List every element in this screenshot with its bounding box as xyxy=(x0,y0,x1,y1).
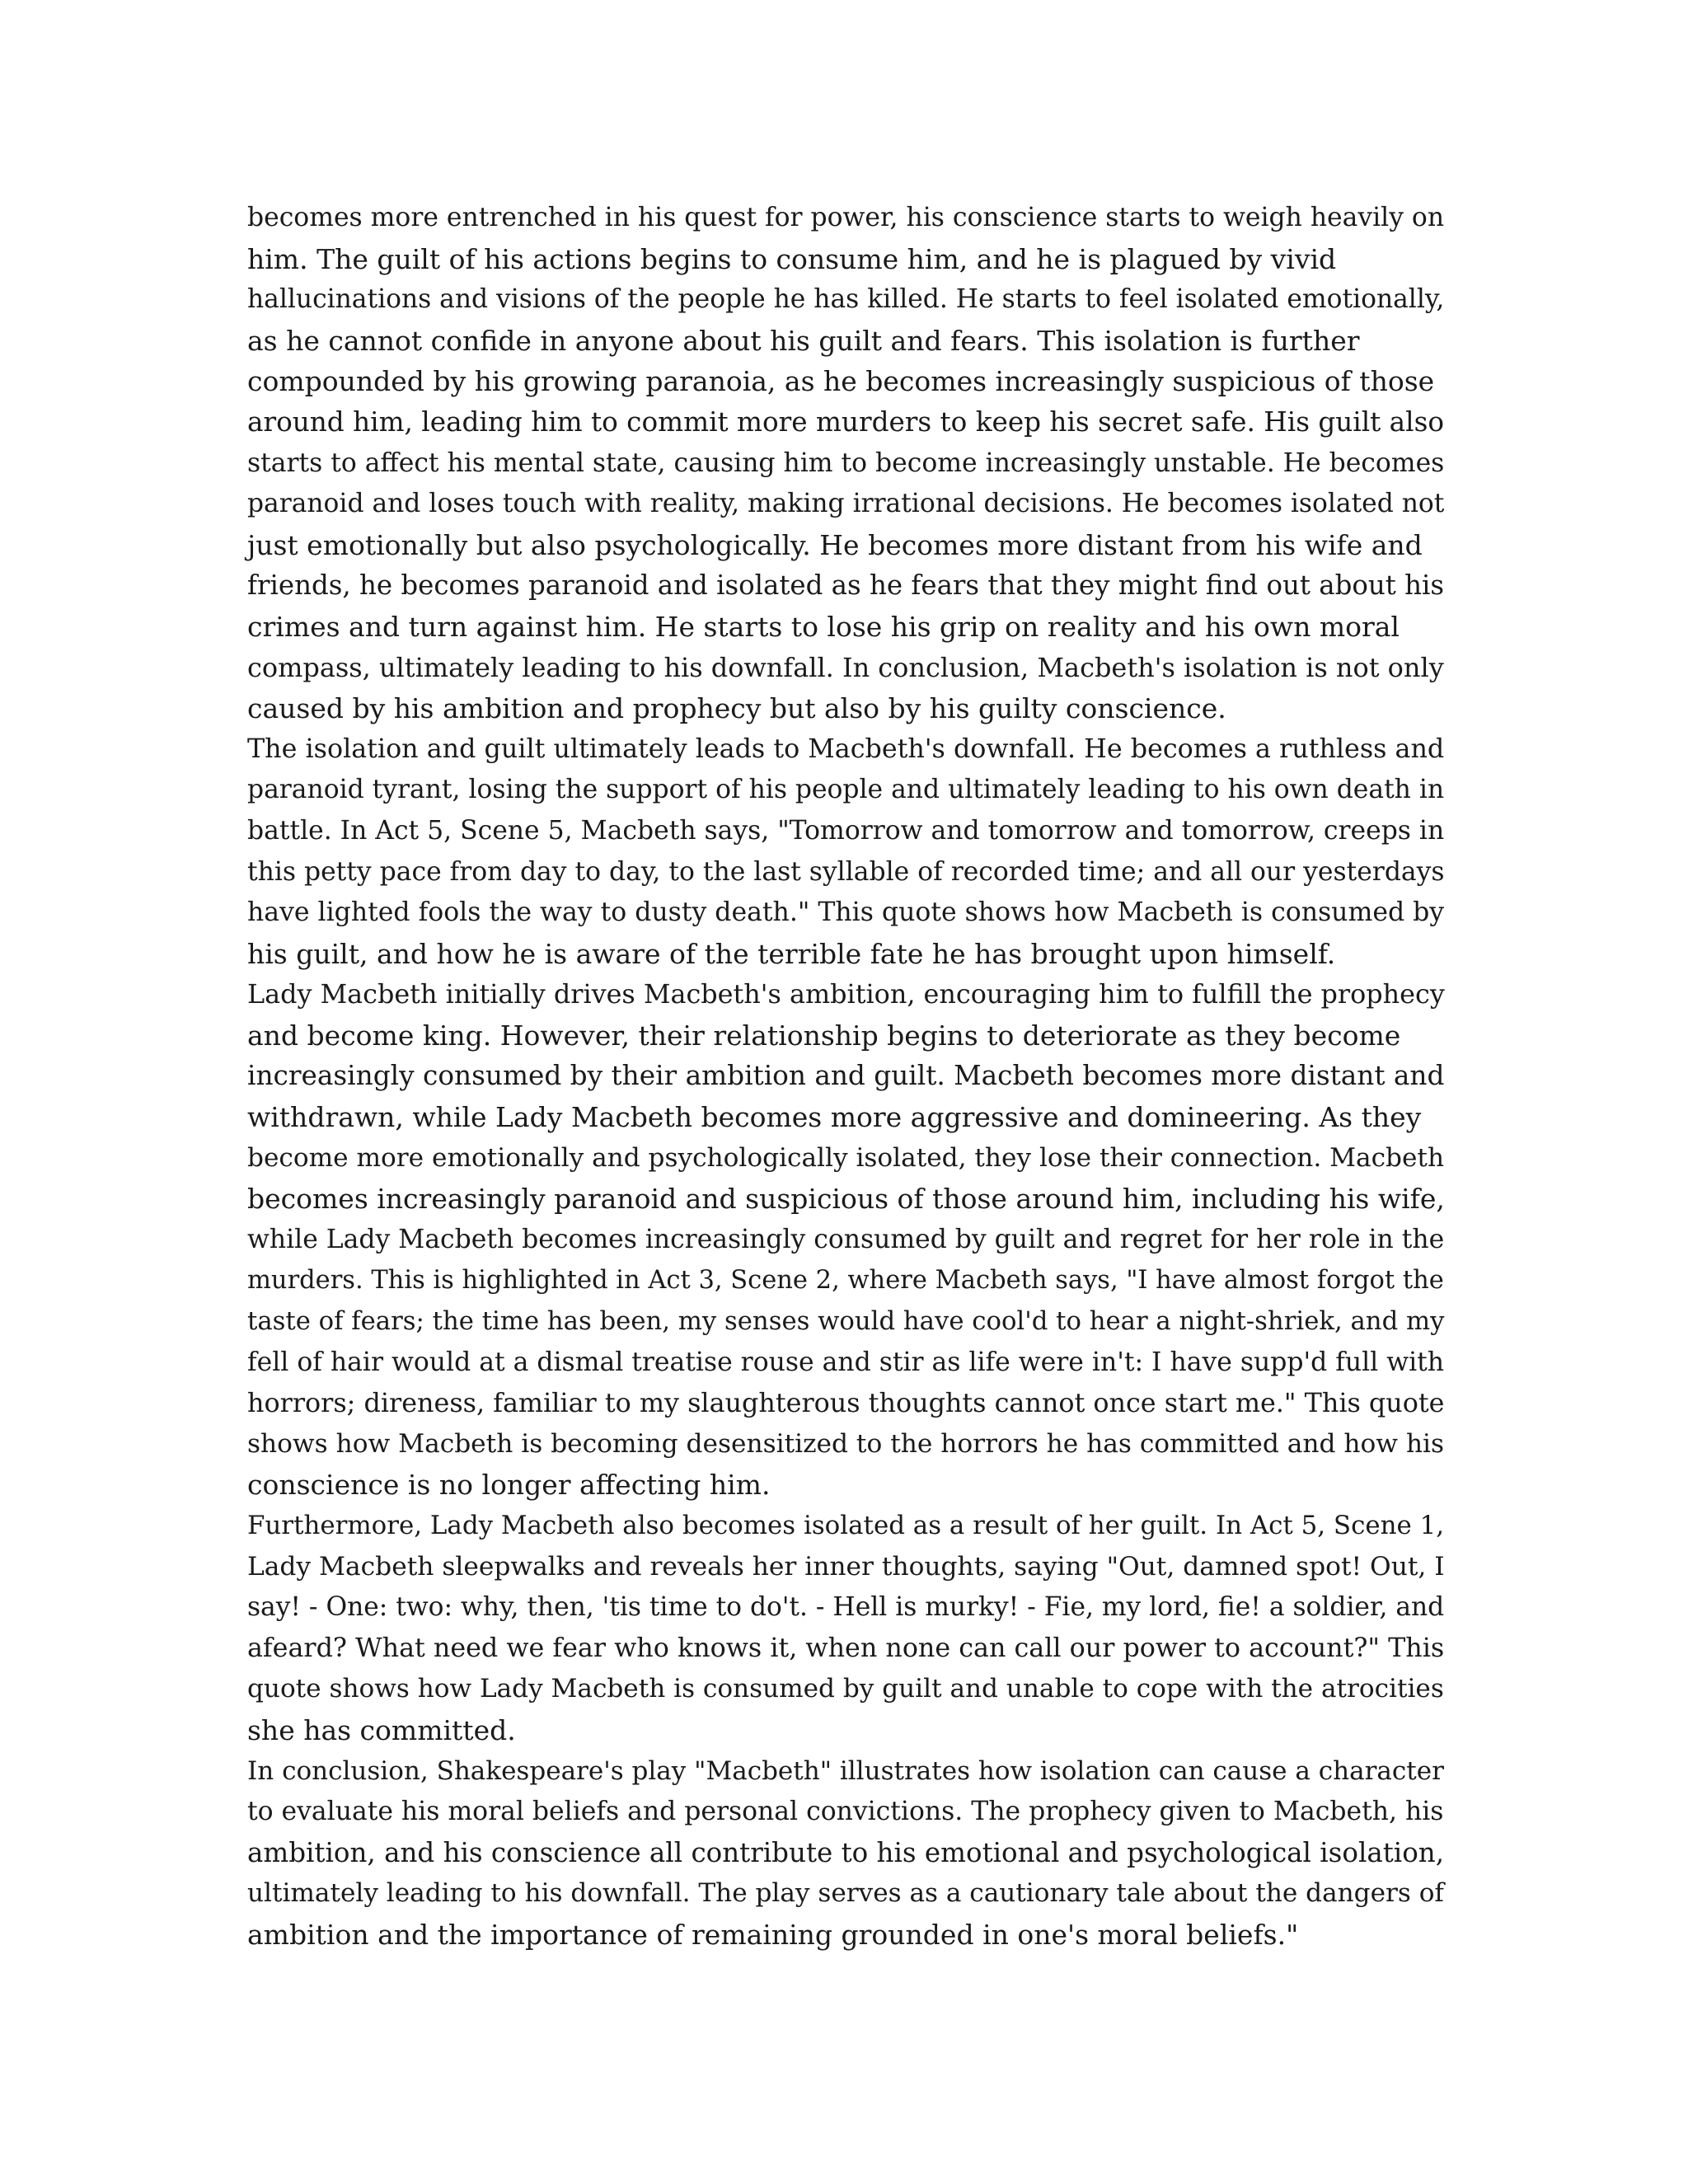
text-line: to evaluate his moral beliefs and personal convictions. The prophecy given to Macbeth, his xyxy=(247,1797,1444,1827)
text-line: fell of hair would at a dismal treatise rouse and stir as life were in't: I have supp'd full with xyxy=(247,1347,1445,1377)
text-line: ambition, and his conscience all contribute to his emotional and psychological isolation, xyxy=(247,1836,1445,1868)
text-line: becomes increasingly paranoid and suspicious of those around him, including his wife, xyxy=(247,1183,1445,1216)
text-line: have lighted fools the way to dusty death." This quote shows how Macbeth is consumed by xyxy=(247,898,1445,928)
text-line: The isolation and guilt ultimately leads to Macbeth's downfall. He becomes a ruthless and xyxy=(247,733,1445,764)
text-line: increasingly consumed by their ambition and guilt. Macbeth becomes more distant and xyxy=(247,1060,1445,1092)
text-line: Lady Macbeth initially drives Macbeth's ambition, encouraging him to fulfill the prophecy xyxy=(247,978,1445,1010)
text-line: paranoid tyrant, losing the support of his people and ultimately leading to his own death in xyxy=(247,775,1445,805)
text-line: conscience is no longer affecting him. xyxy=(247,1469,771,1502)
text-line: as he cannot confide in anyone about his guilt and fears. This isolation is further xyxy=(247,324,1360,357)
text-line: starts to affect his mental state, causing him to become increasingly unstable. He becomes xyxy=(247,448,1445,478)
essay-body-text xyxy=(247,198,1451,1956)
text-line: In conclusion, Shakespeare's play "Macbeth" illustrates how isolation can cause a character xyxy=(247,1755,1444,1786)
text-line: Furthermore, Lady Macbeth also becomes isolated as a result of her guilt. In Act 5, Scene 1, xyxy=(247,1511,1445,1540)
text-line: crimes and turn against him. He starts to lose his grip on reality and his own moral xyxy=(247,610,1400,643)
text-line: horrors; direness, familiar to my slaughterous thoughts cannot once start me." This quote xyxy=(247,1387,1445,1419)
text-line: say! - One: two: why, then, 'tis time to do't. - Hell is murky! - Fie, my lord, fie! a soldier, and xyxy=(247,1592,1445,1623)
text-line: murders. This is highlighted in Act 3, Scene 2, where Macbeth says, "I have almost forgot the xyxy=(247,1266,1444,1296)
text-line: withdrawn, while Lady Macbeth becomes more aggressive and domineering. As they xyxy=(247,1101,1422,1134)
text-line: him. The guilt of his actions begins to consume him, and he is plagued by vivid xyxy=(247,242,1337,275)
text-line: friends, he becomes paranoid and isolated as he fears that they might find out about his xyxy=(247,569,1445,602)
text-line: around him, leading him to commit more murders to keep his secret safe. His guilt also xyxy=(247,405,1444,438)
text-line: hallucinations and visions of the people he has killed. He starts to feel isolated emotionally, xyxy=(247,284,1445,315)
text-line: shows how Macbeth is becoming desensitized to the horrors he has committed and how his xyxy=(247,1428,1445,1459)
text-line: Lady Macbeth sleepwalks and reveals her inner thoughts, saying "Out, damned spot! Out, I xyxy=(247,1551,1445,1582)
text-line: this petty pace from day to day, to the last syllable of recorded time; and all our yesterdays xyxy=(247,856,1445,887)
text-line: ultimately leading to his downfall. The play serves as a cautionary tale about the dangers of xyxy=(247,1878,1444,1909)
text-line: ambition and the importance of remaining grounded in one's moral beliefs." xyxy=(247,1918,1299,1951)
text-line: compounded by his growing paranoia, as he becomes increasingly suspicious of those xyxy=(247,365,1435,398)
text-line: paranoid and loses touch with reality, making irrational decisions. He becomes isolated not xyxy=(247,489,1445,519)
text-line: his guilt, and how he is aware of the terrible fate he has brought upon himself. xyxy=(247,937,1336,970)
text-line: taste of fears; the time has been, my senses would have cool'd to hear a night-shriek, and my xyxy=(247,1306,1445,1337)
text-line: quote shows how Lady Macbeth is consumed by guilt and unable to cope with the atrocities xyxy=(247,1674,1444,1704)
text-line: she has committed. xyxy=(247,1713,516,1746)
text-line: becomes more entrenched in his quest for power, his conscience starts to weigh heavily on xyxy=(247,203,1445,232)
text-line: just emotionally but also psychologically. He becomes more distant from his wife and xyxy=(247,528,1423,561)
text-line: battle. In Act 5, Scene 5, Macbeth says, "Tomorrow and tomorrow and tomorrow, creeps in xyxy=(247,815,1445,846)
text-line: afeard? What need we fear who knows it, when none can call our power to account?" This xyxy=(247,1633,1445,1663)
text-line: and become king. However, their relationship begins to deteriorate as they become xyxy=(247,1019,1401,1052)
text-line: compass, ultimately leading to his downfall. In conclusion, Macbeth's isolation is not only xyxy=(247,651,1444,683)
text-line: while Lady Macbeth becomes increasingly consumed by guilt and regret for her role in the xyxy=(247,1224,1445,1254)
text-line: caused by his ambition and prophecy but also by his guilty conscience. xyxy=(247,692,1226,725)
text-line: become more emotionally and psychologically isolated, they lose their connection. Macbeth xyxy=(247,1142,1445,1173)
